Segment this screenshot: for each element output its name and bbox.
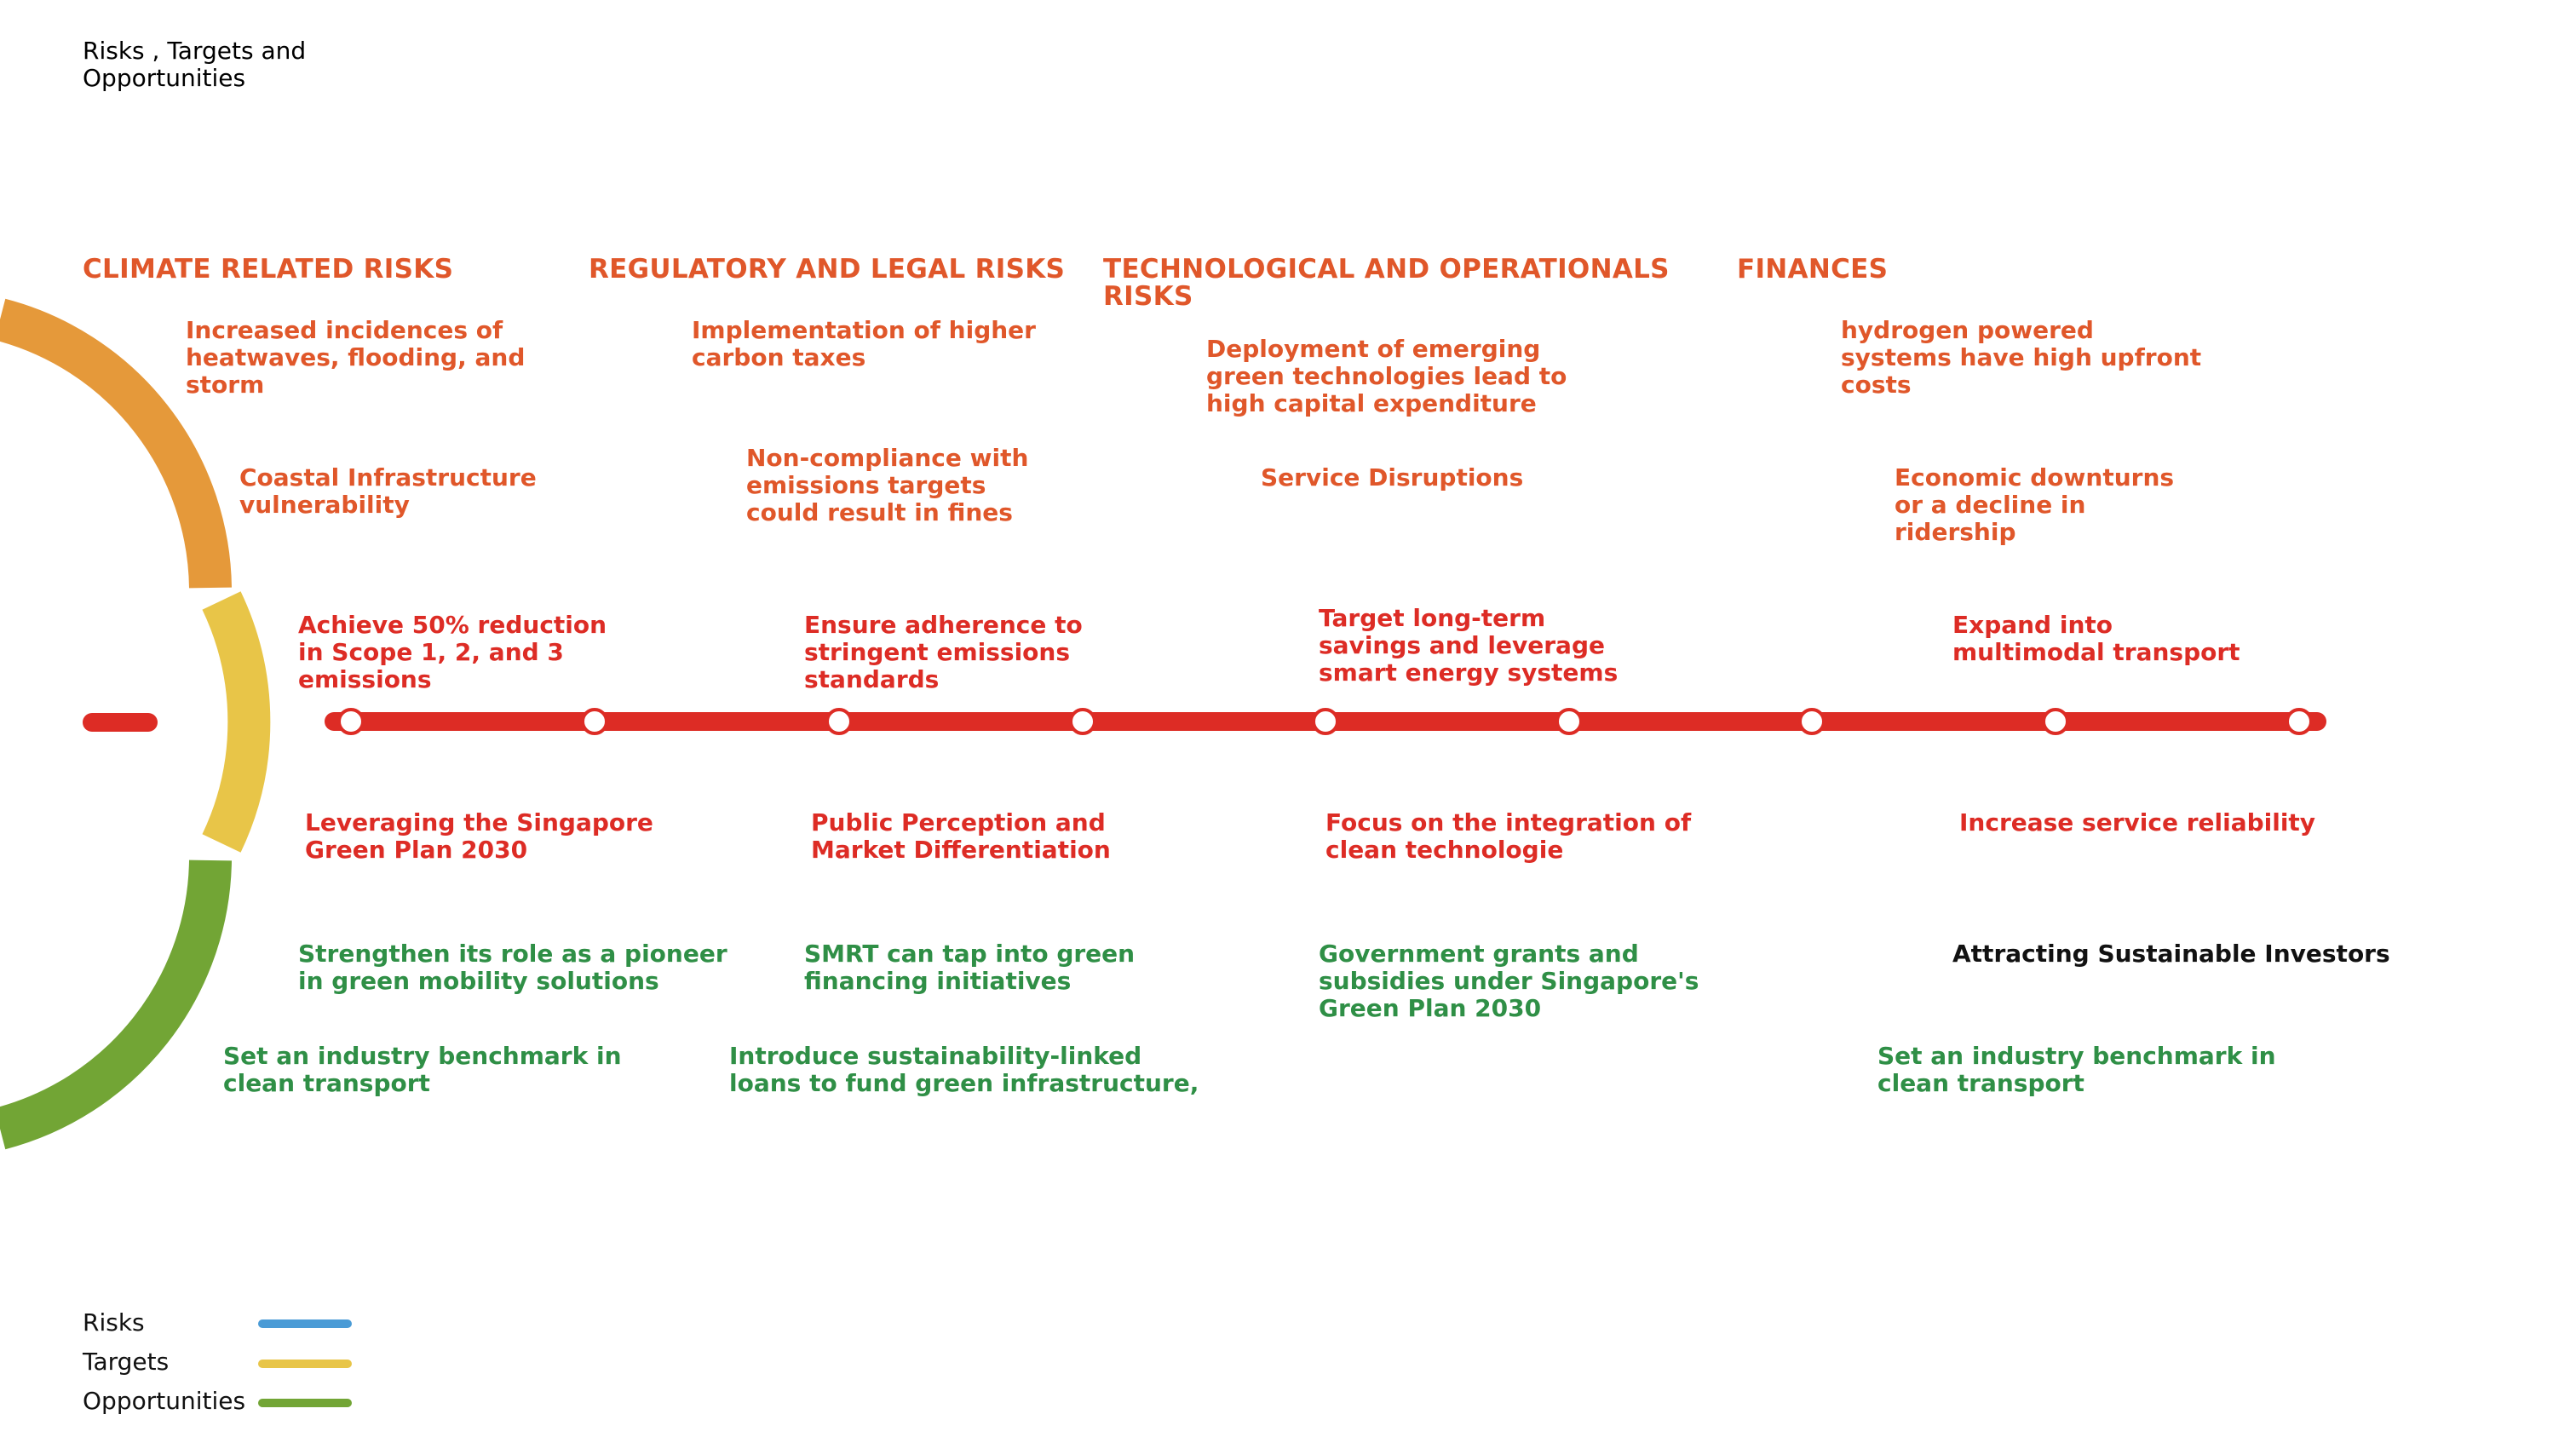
timeline-node (1800, 710, 1824, 733)
page-title: Risks , Targets and Opportunities (83, 37, 307, 92)
risk-hydrogen-costs: hydrogen powered systems have high upfront costs (1841, 316, 2202, 399)
category-regulatory-legal-risks: REGULATORY AND LEGAL RISKS (589, 254, 1066, 285)
timeline-node (1314, 710, 1337, 733)
target-singapore-green-plan: Leveraging the Singapore Green Plan 2030 (305, 808, 653, 864)
timeline-node (1557, 710, 1581, 733)
legend-label-targets: Targets (83, 1348, 170, 1376)
target-public-perception: Public Perception and Market Differentiation (811, 808, 1111, 864)
arc-targets-segment (221, 601, 249, 843)
target-emissions-standards: Ensure adherence to stringent emissions standards (804, 611, 1083, 693)
timeline-node (339, 710, 363, 733)
target-clean-technologies: Focus on the integration of clean technologie (1325, 808, 1692, 864)
risk-service-disruptions: Service Disruptions (1261, 463, 1524, 492)
opportunity-green-financing: SMRT can tap into green financing initiatives (804, 940, 1136, 995)
category-technological-operational-risks: TECHNOLOGICAL AND OPERATIONALS RISKS (1103, 254, 1670, 312)
opportunity-green-mobility-pioneer: Strengthen its role as a pioneer in green mobility solutions (298, 940, 727, 995)
opportunity-industry-benchmark-finances: Set an industry benchmark in clean transport (1877, 1042, 2276, 1097)
target-multimodal-transport: Expand into multimodal transport (1952, 611, 2240, 666)
risk-economic-downturns: Economic downturns or a decline in ridership (1895, 463, 2175, 546)
target-50-percent-reduction: Achieve 50% reduction in Scope 1, 2, and 3 emissions (298, 611, 607, 693)
risk-non-compliance: Non-compliance with emissions targets could result in fines (746, 444, 1029, 526)
opportunity-sustainability-loans: Introduce sustainability-linked loans to fund green infrastructure, (729, 1042, 1199, 1097)
opportunity-government-grants: Government grants and subsidies under Singapore's Green Plan 2030 (1319, 940, 1699, 1022)
category-finances: FINANCES (1737, 254, 1889, 285)
timeline-node (2287, 710, 2311, 733)
timeline-node (583, 710, 607, 733)
risk-emerging-green-tech: Deployment of emerging green technologies lead to high capital expenditure (1206, 335, 1567, 417)
arc-risks-segment (0, 319, 210, 588)
arc-opportunities-segment (0, 860, 210, 1129)
target-long-term-savings: Target long-term savings and leverage smart energy systems (1319, 604, 1619, 687)
opportunity-sustainable-investors: Attracting Sustainable Investors (1952, 940, 2390, 968)
timeline-node (827, 710, 851, 733)
risk-heatwaves-flooding: Increased incidences of heatwaves, flooding, and storm (186, 316, 526, 399)
risk-coastal-infrastructure: Coastal Infrastructure vulnerability (239, 463, 537, 519)
target-service-reliability: Increase service reliability (1959, 808, 2316, 836)
legend-label-opportunities: Opportunities (83, 1387, 246, 1415)
legend-label-risks: Risks (83, 1308, 145, 1337)
opportunity-industry-benchmark: Set an industry benchmark in clean transport (223, 1042, 622, 1097)
risk-carbon-taxes: Implementation of higher carbon taxes (692, 316, 1036, 371)
timeline-node (2044, 710, 2067, 733)
category-climate-related-risks: CLIMATE RELATED RISKS (83, 254, 454, 285)
timeline-node (1071, 710, 1095, 733)
